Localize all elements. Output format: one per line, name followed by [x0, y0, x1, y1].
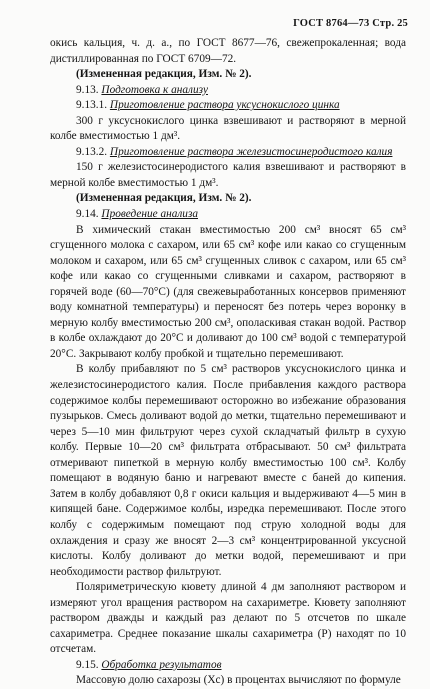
- paragraph-potassium-ferrocyanide: 150 г железистосинеродистого калия взвешивают и растворяют в мерной колбе вместимостью 1 дм³.: [50, 161, 406, 189]
- paragraph-procedure-1: В химический стакан вместимостью 200 см³ вносят 65 см³ сгущенного молока с сахаром, или 65 см³ кофе или какао со сгущенным молоком и сахаром, или 65 см³ сгущенных сливок с сахаром, или 65 см³ кофе или какао со сгущенными сливками и сахаром, растворяют в горячей воде (60—70°С) (для свежевыработанных консервов применяют воду комнатной температуры) и переносят без потерь через воронку в мерную колбу вместимостью 200 см³, ополаскивая стакан водой. Раствор в колбе охлаждают до 20°С и доливают до 100 см³ водой с температурой 20°С. Закрывают колбу пробкой и тщательно перемешивают.: [50, 223, 406, 360]
- section-title: Подготовка к анализу: [101, 83, 208, 96]
- section-title: Обработка результатов: [101, 658, 222, 671]
- section-number: 9.13.2.: [76, 145, 108, 158]
- paragraph-procedure-2: В колбу прибавляют по 5 см³ растворов уксуснокислого цинка и железистосинеродистого калия. После прибавления каждого раствора содержимое колбы перемешивают осторожно во избежание образования пузырьков. Смесь доливают водой до метки, тщательно перемешивают и через 5—10 мин фильтруют через сухой складчатый фильтр в сухую колбу. Первые 10—20 см³ фильтрата отбрасывают. 50 см³ фильтрата отмеривают пипеткой в мерную колбу вместимостью 100 см³. Колбу помещают в водяную баню и нагревают вместе с баней до кипения. Затем в колбу добавляют 0,8 г окиси кальция и выдерживают 4—5 мин в кипящей бане. Содержимое колбы, изредка перемешивают. После этого колбу с содержимым помещают под струю холодной воды для охлаждения и сразу же вносят 2—3 см³ концентрированной уксусной кислоты. Колбу доливают до метки водой, перемешивают и при необходимости раствор фильтруют.: [50, 363, 406, 578]
- paragraph-formula-intro: Массовую долю сахарозы (Xс) в процентах вычисляют по формуле: [76, 674, 401, 687]
- paragraph-reagents: окись кальция, ч. д. а., по ГОСТ 8677—76, свежепрокаленная; вода дистиллированная по ГОСТ 6709—72.: [50, 37, 406, 65]
- section-number: 9.14.: [76, 208, 99, 221]
- page-header: ГОСТ 8764—73 Стр. 25: [293, 18, 408, 29]
- amendment-note: (Измененная редакция, Изм. № 2).: [76, 192, 252, 205]
- section-number: 9.13.: [76, 83, 99, 96]
- section-number: 9.13.1.: [76, 99, 108, 112]
- document-body: [50, 36, 406, 689]
- section-9-14: [50, 207, 406, 223]
- section-title: Приготовление раствора железистосинеродистого калия: [109, 145, 393, 158]
- section-9-13-2: [50, 145, 406, 161]
- section-9-13-1: [50, 98, 406, 114]
- section-9-13: [50, 83, 406, 99]
- amendment-note: (Измененная редакция, Изм. № 2).: [76, 68, 252, 81]
- section-number: 9.15.: [76, 658, 99, 671]
- section-9-15: [50, 658, 406, 674]
- paragraph-zinc-acetate: 300 г уксуснокислого цинка взвешивают и растворяют в мерной колбе вместимостью 1 дм³.: [50, 114, 406, 143]
- paragraph-procedure-3: Поляриметрическую кювету длиной 4 дм заполняют раствором и измеряют угол вращения раствором на сахариметре. Кювету заполняют раствором дважды и каждый раз делают по 5 отсчетов по шкале сахариметра. Среднее показание шкалы сахариметра (P) находят по 10 отсчетам.: [50, 581, 406, 656]
- section-title: Проведение анализа: [101, 208, 199, 221]
- section-title: Приготовление раствора уксуснокислого цинка: [109, 99, 340, 112]
